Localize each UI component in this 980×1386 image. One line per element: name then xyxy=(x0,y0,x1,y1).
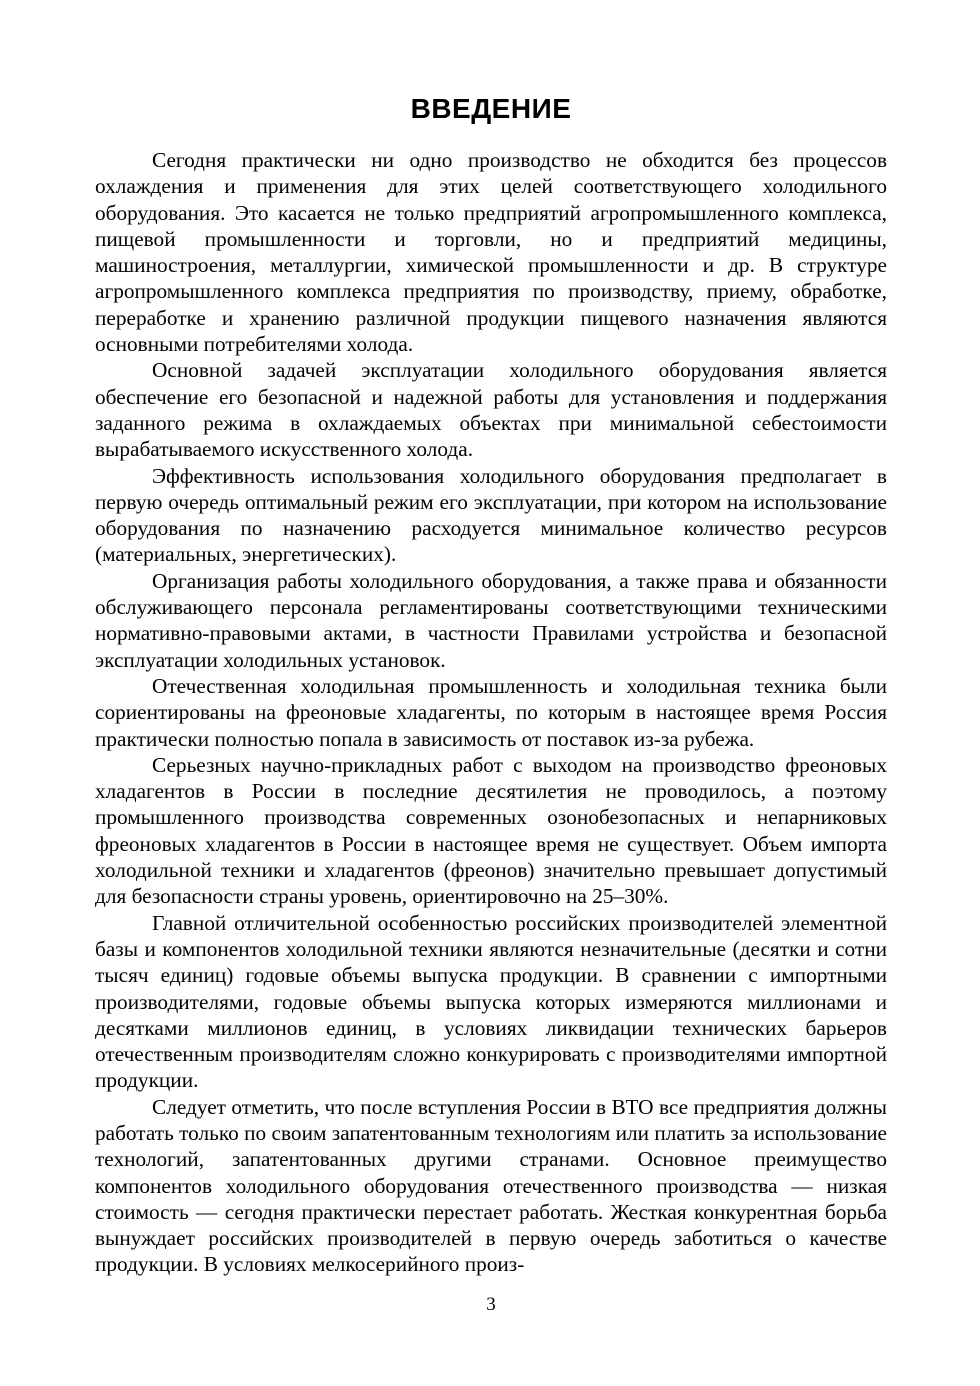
paragraph: Главной отличительной особенностью российских производителей элементной базы и компонентов холодильной техники являются незначительные (десятки и сотни тысяч единиц) годовые объемы выпуска продукции. В сравнении с импортными производителями, годовые объемы выпуска которых измеряются миллионами и десятками миллионов единиц, в условиях ликвидации технических барьеров отечественным производителям сложно конкурировать с производителями импортной продукции. xyxy=(95,910,887,1093)
paragraph: Серьезных научно-прикладных работ с выходом на производство фреоновых хладагентов в России в последние десятилетия не проводилось, а поэтому промышленного производства современных озонобезопасных и непарниковых фреоновых хладагентов в России в настоящее время не существует. Объем импорта холодильной техники и хладагентов (фреонов) значительно превышает допустимый для безопасности страны уровень, ориентировочно на 25–30%. xyxy=(95,752,887,909)
page-number: 3 xyxy=(486,1294,496,1315)
paragraph: Отечественная холодильная промышленность и холодильная техника были сориентированы на фреоновые хладагенты, по которым в настоящее время Россия практически полностью попала в зависимость от поставок из-за рубежа. xyxy=(95,673,887,751)
paragraph: Эффективность использования холодильного оборудования предполагает в первую очередь оптимальный режим его эксплуатации, при котором на использование оборудования по назначению расходуется минимальное количество ресурсов (материальных, энергетических). xyxy=(95,463,887,567)
document-page xyxy=(95,0,887,1386)
paragraph: Сегодня практически ни одно производство не обходится без процессов охлаждения и применения для этих целей соответствующего холодильного оборудования. Это касается не только предприятий агропромышленного комплекса, пищевой промышленности и торговли, но и предприятий медицины, машиностроения, металлургии, химической промышленности и др. В структуре агропромышленного комплекса предприятия по производству, приему, обработке, переработке и хранению различной продукции пищевого назначения являются основными потребителями холода. xyxy=(95,148,887,357)
page-title: ВВЕДЕНИЕ xyxy=(410,93,572,124)
paragraph: Следует отметить, что после вступления России в ВТО все предприятия должны работать только по своим запатентованным технологиям или платить за использование технологий, запатентованных другими странами. Основное преимущество компонентов холодильного оборудования отечественного производства — низкая стоимость — сегодня практически перестает работать. Жесткая конкурентная борьба вынуждает российских производителей в первую очередь заботиться о качестве продукции. В условиях мелкосерийного произ- xyxy=(95,1094,887,1277)
paragraph: Организация работы холодильного оборудования, а также права и обязанности обслуживающего персонала регламентированы соответствующими техническими нормативно-правовыми актами, в частности Правилами устройства и безопасной эксплуатации холодильных установок. xyxy=(95,568,887,672)
paragraph: Основной задачей эксплуатации холодильного оборудования является обеспечение его безопасной и надежной работы для установления и поддержания заданного режима в охлаждаемых объектах при минимальной себестоимости вырабатываемого искусственного холода. xyxy=(95,358,887,462)
body-text xyxy=(95,147,887,1278)
